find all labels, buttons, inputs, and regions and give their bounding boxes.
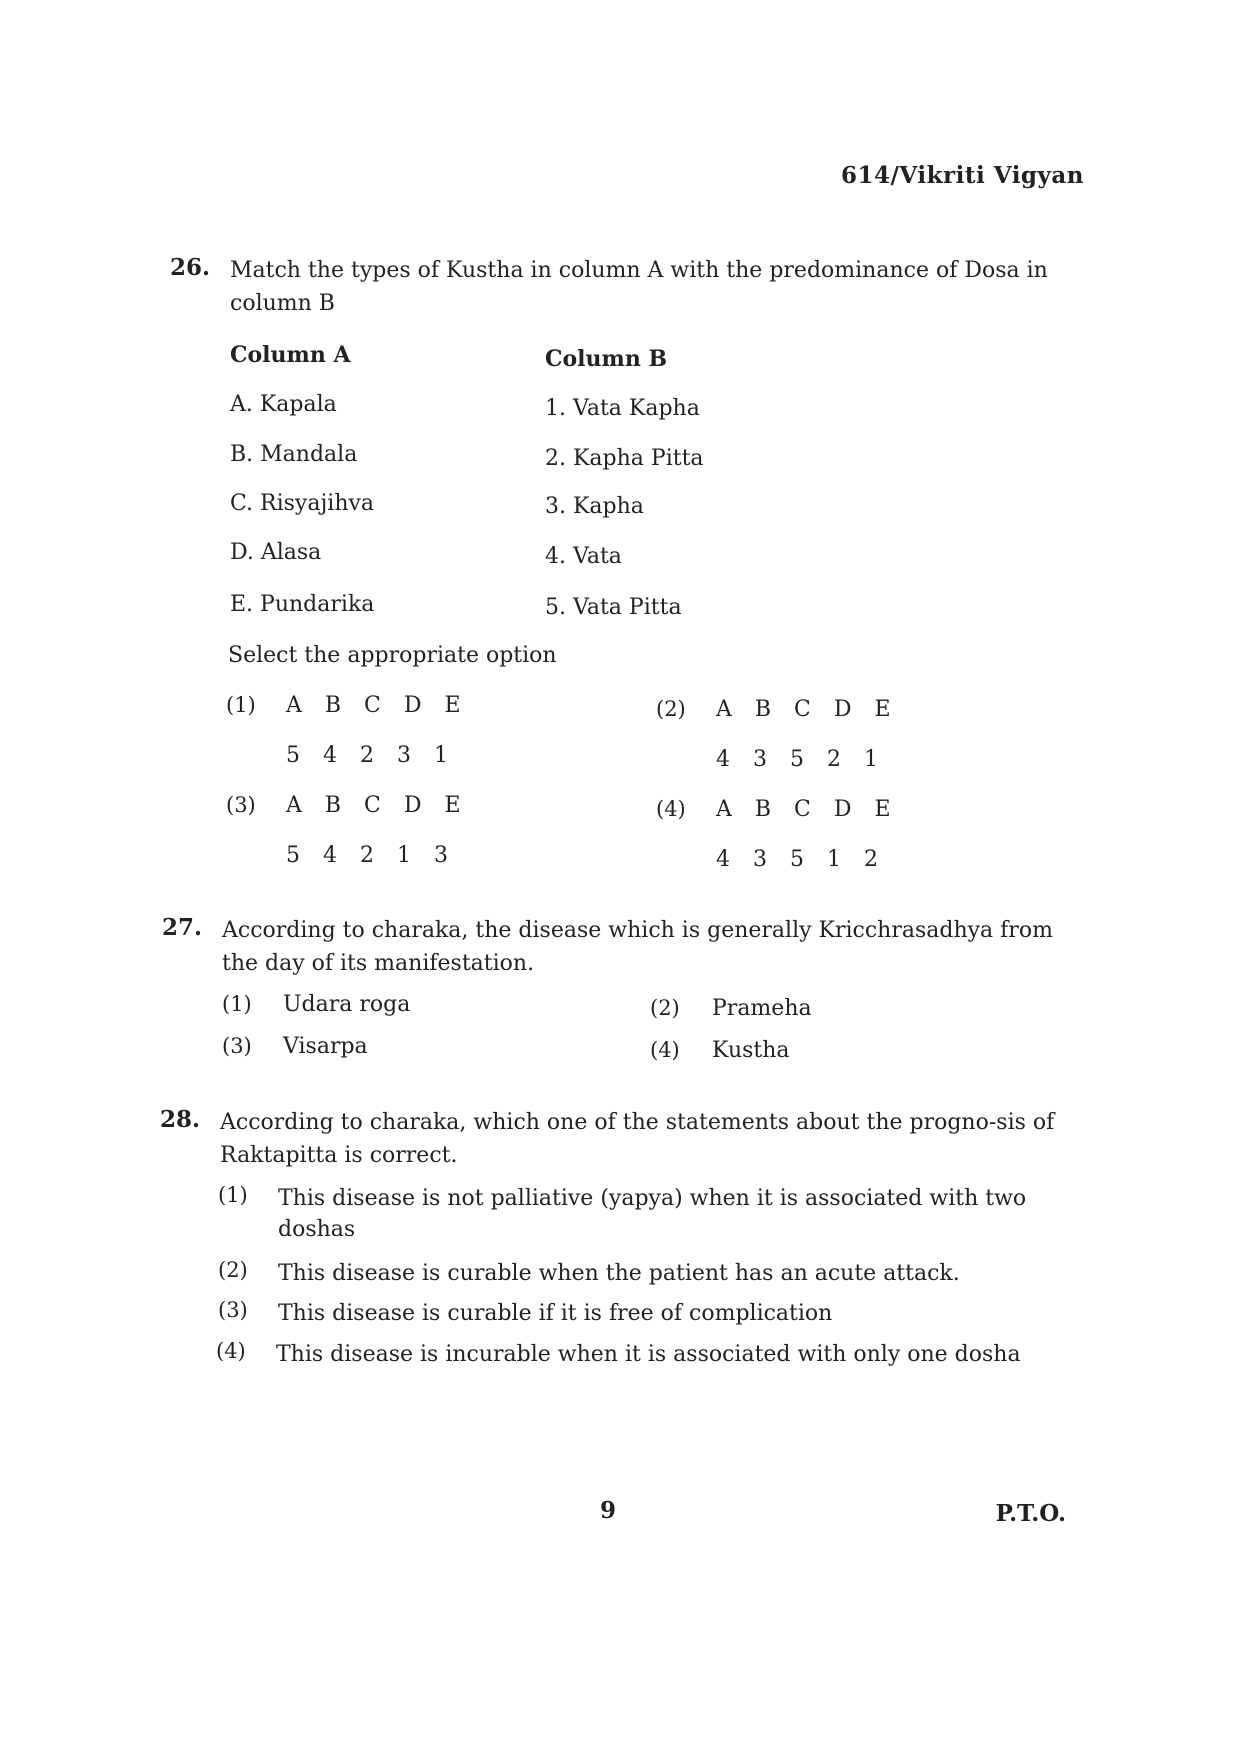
option-text: Udara roga — [283, 992, 411, 1017]
option-number: (1) — [226, 693, 256, 717]
option-text: This disease is curable when the patient has an acute attack. — [278, 1261, 960, 1286]
question-27-text: According to charaka, the disease which is generally Kricchrasadhya from the day of its manifestation. — [222, 918, 1053, 976]
option-text: This disease is curable if it is free of complication — [278, 1301, 833, 1326]
option-letters: A B C D E — [286, 793, 465, 818]
option-number: (4) — [216, 1339, 246, 1363]
option-number: (3) — [222, 1034, 252, 1058]
column-b-item: 3. Kapha — [545, 494, 644, 519]
question-28-number: 28. — [160, 1106, 201, 1133]
option-values: 4 3 5 1 2 — [716, 847, 882, 872]
option-number: (4) — [650, 1038, 680, 1062]
option-number: (3) — [226, 793, 256, 817]
column-b-item: 2. Kapha Pitta — [545, 446, 704, 471]
option-values: 5 4 2 1 3 — [286, 843, 452, 868]
option-number: (2) — [656, 697, 686, 721]
column-b-item: 1. Vata Kapha — [545, 396, 700, 421]
option-letters: A B C D E — [716, 697, 895, 722]
option-text: This disease is not palliative (yapya) when it is associated with two doshas — [278, 1186, 1027, 1242]
column-a-item: D. Alasa — [230, 540, 322, 565]
option-number: (1) — [218, 1183, 248, 1207]
option-number: (2) — [650, 996, 680, 1020]
column-b-item: 4. Vata — [545, 544, 622, 569]
option-letters: A B C D E — [286, 693, 465, 718]
question-26-text: Match the types of Kustha in column A with the predominance of Dosa in column B — [230, 258, 1048, 316]
question-26-instruction: Select the appropriate option — [228, 643, 557, 668]
question-27-number: 27. — [162, 914, 203, 941]
option-number: (4) — [656, 797, 686, 821]
column-a-item: A. Kapala — [230, 392, 337, 417]
question-28-text: According to charaka, which one of the statements about the progno-sis of Raktapitta is correct. — [220, 1110, 1055, 1168]
option-text: Visarpa — [283, 1034, 368, 1059]
page-number: 9 — [600, 1497, 617, 1524]
option-number: (2) — [218, 1258, 248, 1282]
option-text: This disease is incurable when it is associated with only one dosha — [276, 1342, 1021, 1367]
column-a-item: B. Mandala — [230, 442, 358, 467]
option-number: (1) — [222, 992, 252, 1016]
paper-header: 614/Vikriti Vigyan — [841, 162, 1084, 189]
option-values: 5 4 2 3 1 — [286, 743, 452, 768]
option-text: Prameha — [712, 996, 812, 1021]
question-26-number: 26. — [170, 254, 211, 281]
option-values: 4 3 5 2 1 — [716, 747, 882, 772]
option-number: (3) — [218, 1298, 248, 1322]
column-a-item: C. Risyajihva — [230, 491, 375, 516]
column-a-item: E. Pundarika — [230, 592, 375, 617]
column-a-title: Column A — [230, 342, 351, 368]
option-letters: A B C D E — [716, 797, 895, 822]
column-b-title: Column B — [545, 346, 668, 372]
pto-label: P.T.O. — [995, 1500, 1066, 1527]
column-b-item: 5. Vata Pitta — [545, 595, 682, 620]
option-text: Kustha — [712, 1038, 790, 1063]
